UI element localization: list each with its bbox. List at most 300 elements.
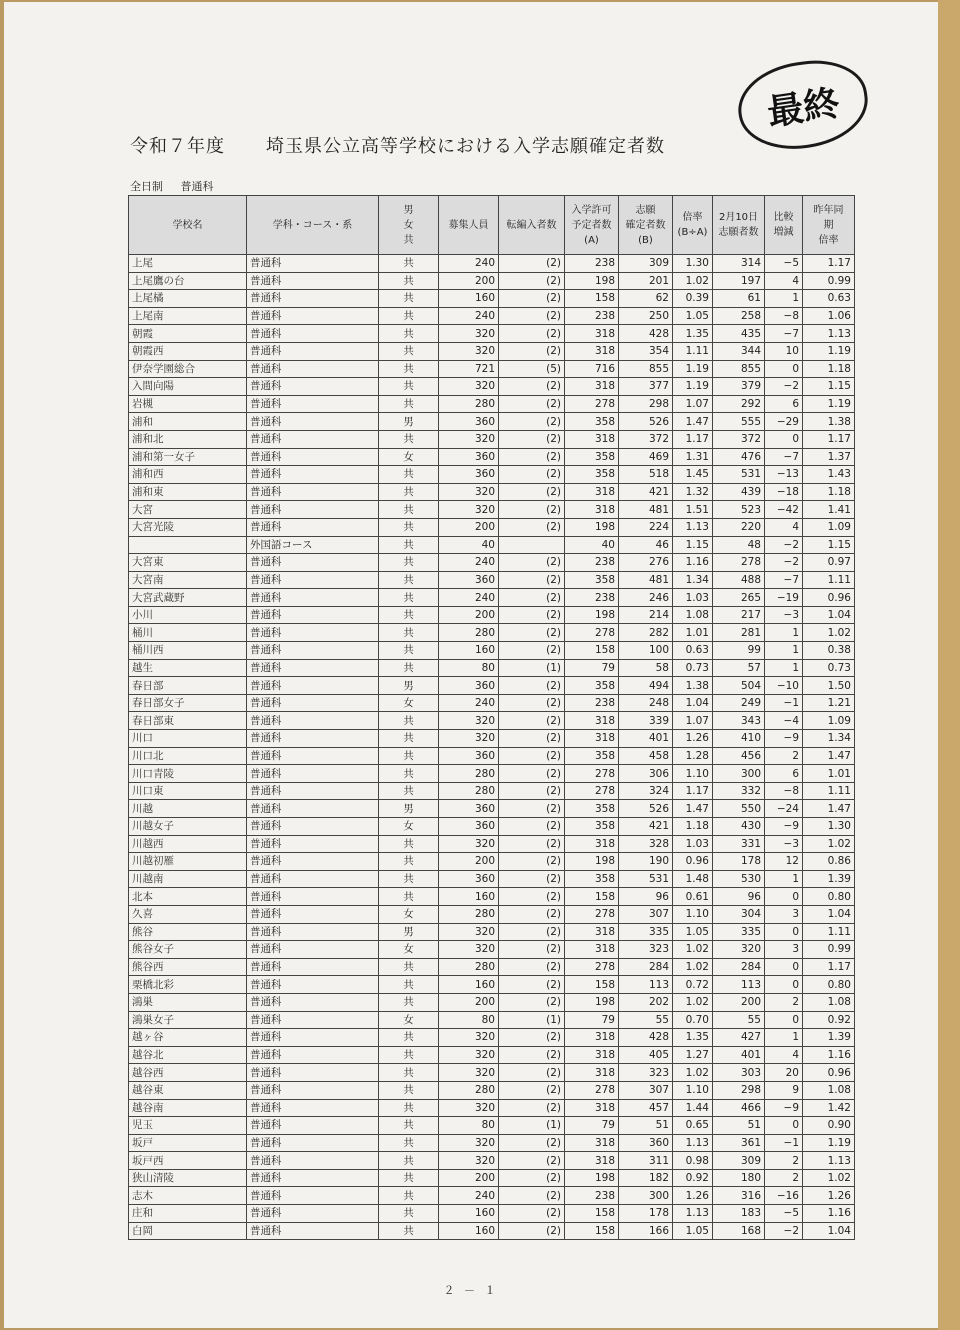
feb10-applicants-cell: 200 [713, 993, 765, 1011]
table-body [129, 255, 855, 1240]
capacity-cell: 280 [439, 765, 499, 783]
change-cell: 10 [765, 342, 803, 360]
capacity-cell: 280 [439, 395, 499, 413]
school-name-cell: 上尾 [129, 255, 247, 273]
ratio-cell: 0.73 [673, 659, 713, 677]
change-cell: 3 [765, 941, 803, 959]
capacity-cell: 160 [439, 1222, 499, 1240]
ratio-cell: 0.70 [673, 1011, 713, 1029]
school-name-cell: 大宮 [129, 501, 247, 519]
transfer-count-cell: (2) [499, 747, 565, 765]
feb10-applicants-cell: 281 [713, 624, 765, 642]
table-row [129, 888, 855, 906]
course-name-cell: 普通科 [247, 958, 379, 976]
admission-planned-cell: 79 [565, 1011, 619, 1029]
transfer-count-cell: (2) [499, 501, 565, 519]
applicants-table [128, 195, 855, 1240]
table-row [129, 1117, 855, 1135]
admission-planned-cell: 158 [565, 1205, 619, 1223]
feb10-applicants-cell: 523 [713, 501, 765, 519]
transfer-count-cell: (2) [499, 1205, 565, 1223]
capacity-cell: 40 [439, 536, 499, 554]
school-name-cell: 志木 [129, 1187, 247, 1205]
transfer-count-cell: (5) [499, 360, 565, 378]
admission-planned-cell: 318 [565, 430, 619, 448]
table-row [129, 1152, 855, 1170]
capacity-cell: 240 [439, 307, 499, 325]
school-name-cell: 川越女子 [129, 818, 247, 836]
transfer-count-cell: (1) [499, 659, 565, 677]
applicants-confirmed-cell: 401 [619, 730, 673, 748]
last-year-ratio-cell: 1.39 [803, 1029, 855, 1047]
column-header: 入学許可 予定者数 (A) [565, 196, 619, 255]
admission-planned-cell: 158 [565, 1222, 619, 1240]
school-name-cell: 川口北 [129, 747, 247, 765]
course-name-cell: 普通科 [247, 1046, 379, 1064]
ratio-cell: 1.11 [673, 342, 713, 360]
course-name-cell: 普通科 [247, 342, 379, 360]
table-row [129, 958, 855, 976]
transfer-count-cell: (2) [499, 765, 565, 783]
feb10-applicants-cell: 249 [713, 694, 765, 712]
last-year-ratio-cell: 1.17 [803, 958, 855, 976]
table-row [129, 870, 855, 888]
last-year-ratio-cell: 1.43 [803, 466, 855, 484]
last-year-ratio-cell: 0.80 [803, 888, 855, 906]
change-cell: 0 [765, 360, 803, 378]
admission-planned-cell: 79 [565, 659, 619, 677]
table-row [129, 1081, 855, 1099]
course-name-cell: 普通科 [247, 589, 379, 607]
change-cell: 4 [765, 518, 803, 536]
ratio-cell: 1.08 [673, 606, 713, 624]
admission-planned-cell: 238 [565, 1187, 619, 1205]
ratio-cell: 1.30 [673, 255, 713, 273]
gender-type-cell: 共 [379, 554, 439, 572]
last-year-ratio-cell: 1.11 [803, 571, 855, 589]
course-name-cell: 普通科 [247, 1134, 379, 1152]
gender-type-cell: 共 [379, 853, 439, 871]
applicants-confirmed-cell: 421 [619, 483, 673, 501]
capacity-cell: 240 [439, 694, 499, 712]
school-name-cell: 坂戸西 [129, 1152, 247, 1170]
table-row [129, 554, 855, 572]
last-year-ratio-cell: 1.01 [803, 765, 855, 783]
feb10-applicants-cell: 372 [713, 430, 765, 448]
admission-planned-cell: 198 [565, 606, 619, 624]
transfer-count-cell: (2) [499, 642, 565, 660]
school-name-cell: 鴻巣 [129, 993, 247, 1011]
school-name-cell: 朝霞西 [129, 342, 247, 360]
admission-planned-cell: 278 [565, 905, 619, 923]
applicants-confirmed-cell: 276 [619, 554, 673, 572]
change-cell: 20 [765, 1064, 803, 1082]
gender-type-cell: 共 [379, 1029, 439, 1047]
capacity-cell: 320 [439, 923, 499, 941]
capacity-cell: 240 [439, 1187, 499, 1205]
course-name-cell: 普通科 [247, 378, 379, 396]
applicants-confirmed-cell: 323 [619, 941, 673, 959]
applicants-confirmed-cell: 428 [619, 1029, 673, 1047]
table-row [129, 659, 855, 677]
school-name-cell: 越谷南 [129, 1099, 247, 1117]
applicants-confirmed-cell: 428 [619, 325, 673, 343]
course-name-cell: 普通科 [247, 1099, 379, 1117]
school-name-cell: 小川 [129, 606, 247, 624]
admission-planned-cell: 278 [565, 395, 619, 413]
admission-planned-cell: 278 [565, 624, 619, 642]
applicants-confirmed-cell: 328 [619, 835, 673, 853]
admission-planned-cell: 318 [565, 1134, 619, 1152]
ratio-cell: 1.48 [673, 870, 713, 888]
gender-type-cell: 共 [379, 430, 439, 448]
change-cell: −7 [765, 325, 803, 343]
last-year-ratio-cell: 0.38 [803, 642, 855, 660]
school-name-cell: 越谷北 [129, 1046, 247, 1064]
transfer-count-cell: (2) [499, 272, 565, 290]
gender-type-cell: 男 [379, 413, 439, 431]
feb10-applicants-cell: 476 [713, 448, 765, 466]
applicants-confirmed-cell: 298 [619, 395, 673, 413]
gender-type-cell: 共 [379, 1081, 439, 1099]
transfer-count-cell: (2) [499, 1046, 565, 1064]
last-year-ratio-cell: 1.16 [803, 1046, 855, 1064]
capacity-cell: 320 [439, 730, 499, 748]
transfer-count-cell: (2) [499, 290, 565, 308]
transfer-count-cell: (2) [499, 905, 565, 923]
feb10-applicants-cell: 427 [713, 1029, 765, 1047]
gender-type-cell: 女 [379, 694, 439, 712]
applicants-confirmed-cell: 284 [619, 958, 673, 976]
applicants-confirmed-cell: 324 [619, 782, 673, 800]
school-name-cell: 鴻巣女子 [129, 1011, 247, 1029]
school-name-cell: 白岡 [129, 1222, 247, 1240]
change-cell: −5 [765, 1205, 803, 1223]
ratio-cell: 1.35 [673, 325, 713, 343]
admission-planned-cell: 198 [565, 1169, 619, 1187]
applicants-confirmed-cell: 113 [619, 976, 673, 994]
ratio-cell: 1.05 [673, 923, 713, 941]
gender-type-cell: 共 [379, 1205, 439, 1223]
transfer-count-cell: (2) [499, 483, 565, 501]
applicants-confirmed-cell: 58 [619, 659, 673, 677]
course-name-cell: 普通科 [247, 694, 379, 712]
ratio-cell: 1.02 [673, 272, 713, 290]
feb10-applicants-cell: 298 [713, 1081, 765, 1099]
capacity-cell: 320 [439, 1029, 499, 1047]
transfer-count-cell: (2) [499, 624, 565, 642]
transfer-count-cell: (2) [499, 448, 565, 466]
school-name-cell: 北本 [129, 888, 247, 906]
gender-type-cell: 共 [379, 571, 439, 589]
change-cell: 0 [765, 1117, 803, 1135]
transfer-count-cell: (2) [499, 413, 565, 431]
change-cell: 1 [765, 870, 803, 888]
last-year-ratio-cell: 0.96 [803, 1064, 855, 1082]
change-cell: −16 [765, 1187, 803, 1205]
change-cell: −19 [765, 589, 803, 607]
admission-planned-cell: 358 [565, 571, 619, 589]
table-row [129, 1169, 855, 1187]
capacity-cell: 320 [439, 483, 499, 501]
admission-planned-cell: 358 [565, 448, 619, 466]
table-row [129, 747, 855, 765]
last-year-ratio-cell: 1.19 [803, 395, 855, 413]
change-cell: 6 [765, 765, 803, 783]
table-row [129, 941, 855, 959]
course-name-cell: 普通科 [247, 448, 379, 466]
capacity-cell: 360 [439, 466, 499, 484]
table-row [129, 677, 855, 695]
change-cell: −8 [765, 782, 803, 800]
applicants-confirmed-cell: 224 [619, 518, 673, 536]
capacity-cell: 320 [439, 1099, 499, 1117]
transfer-count-cell: (2) [499, 958, 565, 976]
gender-type-cell: 共 [379, 536, 439, 554]
table-row [129, 1011, 855, 1029]
feb10-applicants-cell: 401 [713, 1046, 765, 1064]
school-name-cell: 入間向陽 [129, 378, 247, 396]
change-cell: −18 [765, 483, 803, 501]
applicants-confirmed-cell: 248 [619, 694, 673, 712]
table-row [129, 993, 855, 1011]
applicants-confirmed-cell: 182 [619, 1169, 673, 1187]
school-name-cell: 熊谷西 [129, 958, 247, 976]
last-year-ratio-cell: 1.39 [803, 870, 855, 888]
feb10-applicants-cell: 314 [713, 255, 765, 273]
gender-type-cell: 共 [379, 325, 439, 343]
course-name-cell: 普通科 [247, 413, 379, 431]
ratio-cell: 1.32 [673, 483, 713, 501]
last-year-ratio-cell: 1.21 [803, 694, 855, 712]
admission-planned-cell: 716 [565, 360, 619, 378]
school-name-cell: 桶川西 [129, 642, 247, 660]
ratio-cell: 1.13 [673, 518, 713, 536]
ratio-cell: 1.02 [673, 958, 713, 976]
applicants-confirmed-cell: 335 [619, 923, 673, 941]
last-year-ratio-cell: 1.04 [803, 1222, 855, 1240]
ratio-cell: 1.07 [673, 395, 713, 413]
school-name-cell: 大宮光陵 [129, 518, 247, 536]
applicants-confirmed-cell: 282 [619, 624, 673, 642]
capacity-cell: 360 [439, 747, 499, 765]
table-row [129, 1134, 855, 1152]
capacity-cell: 160 [439, 976, 499, 994]
gender-type-cell: 男 [379, 800, 439, 818]
change-cell: −24 [765, 800, 803, 818]
gender-type-cell: 女 [379, 941, 439, 959]
transfer-count-cell: (2) [499, 606, 565, 624]
admission-planned-cell: 358 [565, 466, 619, 484]
ratio-cell: 1.28 [673, 747, 713, 765]
admission-planned-cell: 318 [565, 1046, 619, 1064]
last-year-ratio-cell: 1.15 [803, 536, 855, 554]
transfer-count-cell: (2) [499, 941, 565, 959]
feb10-applicants-cell: 303 [713, 1064, 765, 1082]
school-name-cell: 大宮東 [129, 554, 247, 572]
applicants-confirmed-cell: 214 [619, 606, 673, 624]
capacity-cell: 80 [439, 1011, 499, 1029]
school-name-cell: 大宮南 [129, 571, 247, 589]
change-cell: −9 [765, 818, 803, 836]
last-year-ratio-cell: 1.34 [803, 730, 855, 748]
course-name-cell: 普通科 [247, 765, 379, 783]
admission-planned-cell: 318 [565, 941, 619, 959]
ratio-cell: 1.44 [673, 1099, 713, 1117]
ratio-cell: 1.05 [673, 307, 713, 325]
change-cell: −2 [765, 536, 803, 554]
course-name-cell: 普通科 [247, 624, 379, 642]
capacity-cell: 320 [439, 1134, 499, 1152]
change-cell: −2 [765, 378, 803, 396]
feb10-applicants-cell: 178 [713, 853, 765, 871]
ratio-cell: 1.19 [673, 378, 713, 396]
transfer-count-cell: (2) [499, 395, 565, 413]
capacity-cell: 320 [439, 1152, 499, 1170]
gender-type-cell: 共 [379, 1117, 439, 1135]
capacity-cell: 721 [439, 360, 499, 378]
ratio-cell: 1.03 [673, 835, 713, 853]
transfer-count-cell: (2) [499, 466, 565, 484]
table-row [129, 730, 855, 748]
applicants-confirmed-cell: 372 [619, 430, 673, 448]
change-cell: 1 [765, 1029, 803, 1047]
transfer-count-cell: (2) [499, 342, 565, 360]
feb10-applicants-cell: 456 [713, 747, 765, 765]
ratio-cell: 1.17 [673, 430, 713, 448]
capacity-cell: 280 [439, 958, 499, 976]
change-cell: −8 [765, 307, 803, 325]
table-row [129, 571, 855, 589]
gender-type-cell: 共 [379, 870, 439, 888]
ratio-cell: 1.13 [673, 1205, 713, 1223]
transfer-count-cell: (2) [499, 307, 565, 325]
capacity-cell: 240 [439, 554, 499, 572]
school-name-cell: 春日部東 [129, 712, 247, 730]
applicants-confirmed-cell: 100 [619, 642, 673, 660]
capacity-cell: 360 [439, 413, 499, 431]
admission-planned-cell: 278 [565, 1081, 619, 1099]
ratio-cell: 1.02 [673, 941, 713, 959]
table-row [129, 536, 855, 554]
ratio-cell: 1.34 [673, 571, 713, 589]
gender-type-cell: 共 [379, 1134, 439, 1152]
column-header: 昨年同 期 倍率 [803, 196, 855, 255]
admission-planned-cell: 238 [565, 255, 619, 273]
course-name-cell: 普通科 [247, 888, 379, 906]
transfer-count-cell: (2) [499, 554, 565, 572]
gender-type-cell: 共 [379, 255, 439, 273]
gender-type-cell: 共 [379, 466, 439, 484]
change-cell: 0 [765, 976, 803, 994]
course-name-cell: 普通科 [247, 325, 379, 343]
capacity-cell: 80 [439, 1117, 499, 1135]
course-name-cell: 普通科 [247, 554, 379, 572]
last-year-ratio-cell: 1.11 [803, 782, 855, 800]
transfer-count-cell: (2) [499, 976, 565, 994]
capacity-cell: 240 [439, 589, 499, 607]
gender-type-cell: 共 [379, 378, 439, 396]
admission-planned-cell: 358 [565, 818, 619, 836]
applicants-confirmed-cell: 494 [619, 677, 673, 695]
transfer-count-cell: (2) [499, 888, 565, 906]
gender-type-cell: 共 [379, 1046, 439, 1064]
table-row [129, 413, 855, 431]
feb10-applicants-cell: 531 [713, 466, 765, 484]
feb10-applicants-cell: 435 [713, 325, 765, 343]
feb10-applicants-cell: 180 [713, 1169, 765, 1187]
last-year-ratio-cell: 1.13 [803, 325, 855, 343]
applicants-confirmed-cell: 481 [619, 501, 673, 519]
column-header: 志願 確定者数 (B) [619, 196, 673, 255]
table-row [129, 642, 855, 660]
gender-type-cell: 共 [379, 747, 439, 765]
transfer-count-cell: (2) [499, 712, 565, 730]
applicants-confirmed-cell: 323 [619, 1064, 673, 1082]
gender-type-cell: 共 [379, 993, 439, 1011]
admission-planned-cell: 318 [565, 501, 619, 519]
course-name-cell: 普通科 [247, 1081, 379, 1099]
transfer-count-cell: (2) [499, 818, 565, 836]
admission-planned-cell: 278 [565, 958, 619, 976]
school-name-cell: 庄和 [129, 1205, 247, 1223]
gender-type-cell: 共 [379, 958, 439, 976]
transfer-count-cell: (2) [499, 518, 565, 536]
change-cell: 1 [765, 659, 803, 677]
gender-type-cell: 共 [379, 606, 439, 624]
ratio-cell: 1.27 [673, 1046, 713, 1064]
admission-planned-cell: 198 [565, 272, 619, 290]
applicants-confirmed-cell: 62 [619, 290, 673, 308]
ratio-cell: 1.26 [673, 1187, 713, 1205]
capacity-cell: 360 [439, 677, 499, 695]
table-row [129, 712, 855, 730]
ratio-cell: 1.05 [673, 1222, 713, 1240]
gender-type-cell: 共 [379, 342, 439, 360]
school-name-cell: 春日部 [129, 677, 247, 695]
capacity-cell: 360 [439, 818, 499, 836]
transfer-count-cell [499, 536, 565, 554]
school-name-cell: 熊谷女子 [129, 941, 247, 959]
gender-type-cell: 共 [379, 765, 439, 783]
capacity-cell: 320 [439, 1046, 499, 1064]
table-row [129, 1205, 855, 1223]
gender-type-cell: 共 [379, 712, 439, 730]
table-row [129, 765, 855, 783]
feb10-applicants-cell: 550 [713, 800, 765, 818]
capacity-cell: 200 [439, 993, 499, 1011]
school-name-cell: 川越西 [129, 835, 247, 853]
admission-planned-cell: 238 [565, 589, 619, 607]
transfer-count-cell: (2) [499, 589, 565, 607]
feb10-applicants-cell: 430 [713, 818, 765, 836]
table-row [129, 483, 855, 501]
change-cell: −3 [765, 835, 803, 853]
applicants-confirmed-cell: 300 [619, 1187, 673, 1205]
capacity-cell: 320 [439, 835, 499, 853]
capacity-cell: 320 [439, 430, 499, 448]
table-row [129, 378, 855, 396]
transfer-count-cell: (2) [499, 1134, 565, 1152]
gender-type-cell: 女 [379, 1011, 439, 1029]
gender-type-cell: 共 [379, 835, 439, 853]
feb10-applicants-cell: 855 [713, 360, 765, 378]
applicants-confirmed-cell: 307 [619, 1081, 673, 1099]
change-cell: 1 [765, 642, 803, 660]
change-cell: 0 [765, 888, 803, 906]
last-year-ratio-cell: 1.37 [803, 448, 855, 466]
school-name-cell: 春日部女子 [129, 694, 247, 712]
